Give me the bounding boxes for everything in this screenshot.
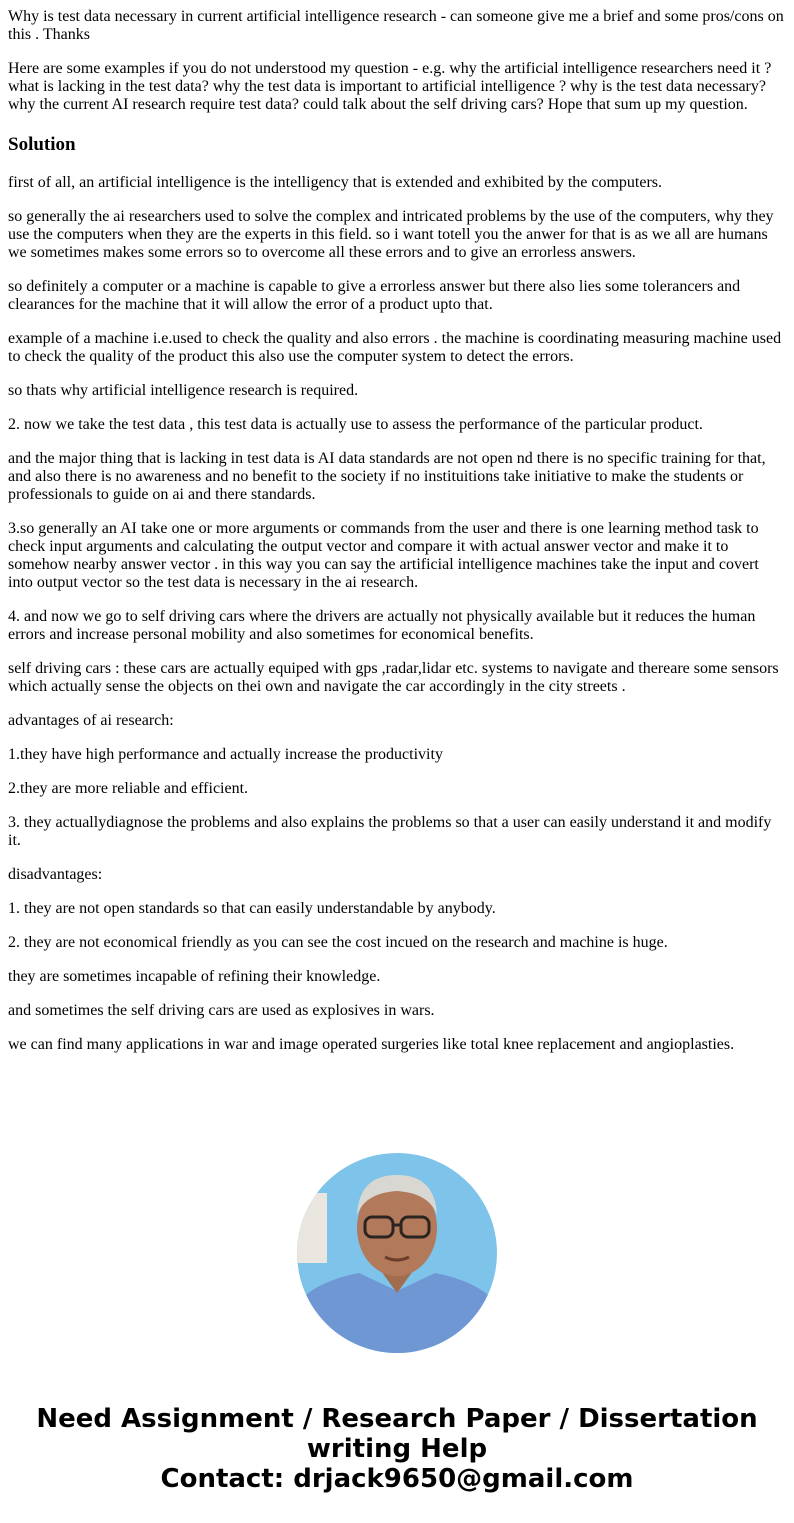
page-content [8,8,786,1070]
promo-banner [0,1404,794,1494]
solution-paragraph: 4. and now we go to self driving cars where the drivers are actually not physically available but it reduces the human errors and increase personal mobility and also sometimes for economical benefits. [8,608,756,643]
solution-paragraph: so definitely a computer or a machine is capable to give a errorless answer but there also lies some tolerancers and clearances for the machine that it will allow the error of a product upto that. [8,278,741,313]
wall-switch [297,1193,327,1263]
solution-paragraph: example of a machine i.e.used to check the quality and also errors . the machine is coordinating measuring machine used to check the quality of the product this also use the computer system to detect the errors. [8,330,782,365]
author-avatar [297,1153,497,1353]
promo-contact: Contact: drjack9650@gmail.com [160,1464,634,1494]
disadvantage-item: 2. they are not economical friendly as you can see the cost incued on the research and machine is huge. [8,934,668,951]
promo-line: writing Help [306,1434,488,1464]
solution-paragraph: first of all, an artificial intelligence is the intelligency that is extended and exhibited by the computers. [8,174,663,191]
advantage-item: 1.they have high performance and actually increase the productivity [8,746,443,763]
advantage-item: 3. they actuallydiagnose the problems and also explains the problems so that a user can easily understand it and modify it. [8,814,772,849]
advantage-item: 2.they are more reliable and efficient. [8,780,249,797]
solution-paragraph: 2. now we take the test data , this test data is actually use to assess the performance of the particular product. [8,416,703,433]
disadvantage-item: 1. they are not open standards so that can easily understandable by anybody. [8,900,496,917]
solution-paragraph: we can find many applications in war and image operated surgeries like total knee replacement and angioplasties. [8,1036,735,1053]
solution-paragraph: and sometimes the self driving cars are used as explosives in wars. [8,1002,435,1019]
author-portrait [297,1153,497,1353]
question-details: Here are some examples if you do not understood my question - e.g. why the artificial intelligence researchers need it ? what is lacking in the test data? why the test data is important to artificial intelligence ? why is the test data necessary? why the current AI research require test data? could talk about the self driving cars? Hope that sum up my question. [8,60,772,113]
solution-paragraph: so thats why artificial intelligence research is required. [8,382,359,399]
solution-paragraph: they are sometimes incapable of refining their knowledge. [8,968,381,985]
question-title: Why is test data necessary in current artificial intelligence research - can someone give me a brief and some pros/cons on this . Thanks [8,8,784,43]
solution-paragraph: so generally the ai researchers used to solve the complex and intricated problems by the use of the computers, why they use the computers when they are the experts in this field. so i want totell you the anwer for that is as we all are humans we sometimes makes some errors so to overcome all these errors and to give an errorless answers. [8,208,774,261]
solution-paragraph: self driving cars : these cars are actually equiped with gps ,radar,lidar etc. systems to navigate and thereare some sensors which actually sense the objects on thei own and navigate the car accordingly in the city streets . [8,660,779,695]
solution-paragraph: 3.so generally an AI take one or more arguments or commands from the user and there is one learning method task to check input arguments and calculating the output vector and compare it with actual answer vector and make it to somehow nearby answer vector . in this way you can say the artificial intelligence machines take the input and covert into output vector so the test data is necessary in the ai research. [8,520,759,591]
disadvantages-heading: disadvantages: [8,866,103,883]
solution-paragraph: and the major thing that is lacking in test data is AI data standards are not open nd there is no specific training for that, and also there is no awareness and no benefit to the society if no instituitions take initiative to make the students or professionals to guide on ai and there standards. [8,450,766,503]
advantages-heading: advantages of ai research: [8,712,174,729]
solution-heading: Solution [8,134,76,155]
promo-line: Need Assignment / Research Paper / Dissertation [36,1404,758,1434]
